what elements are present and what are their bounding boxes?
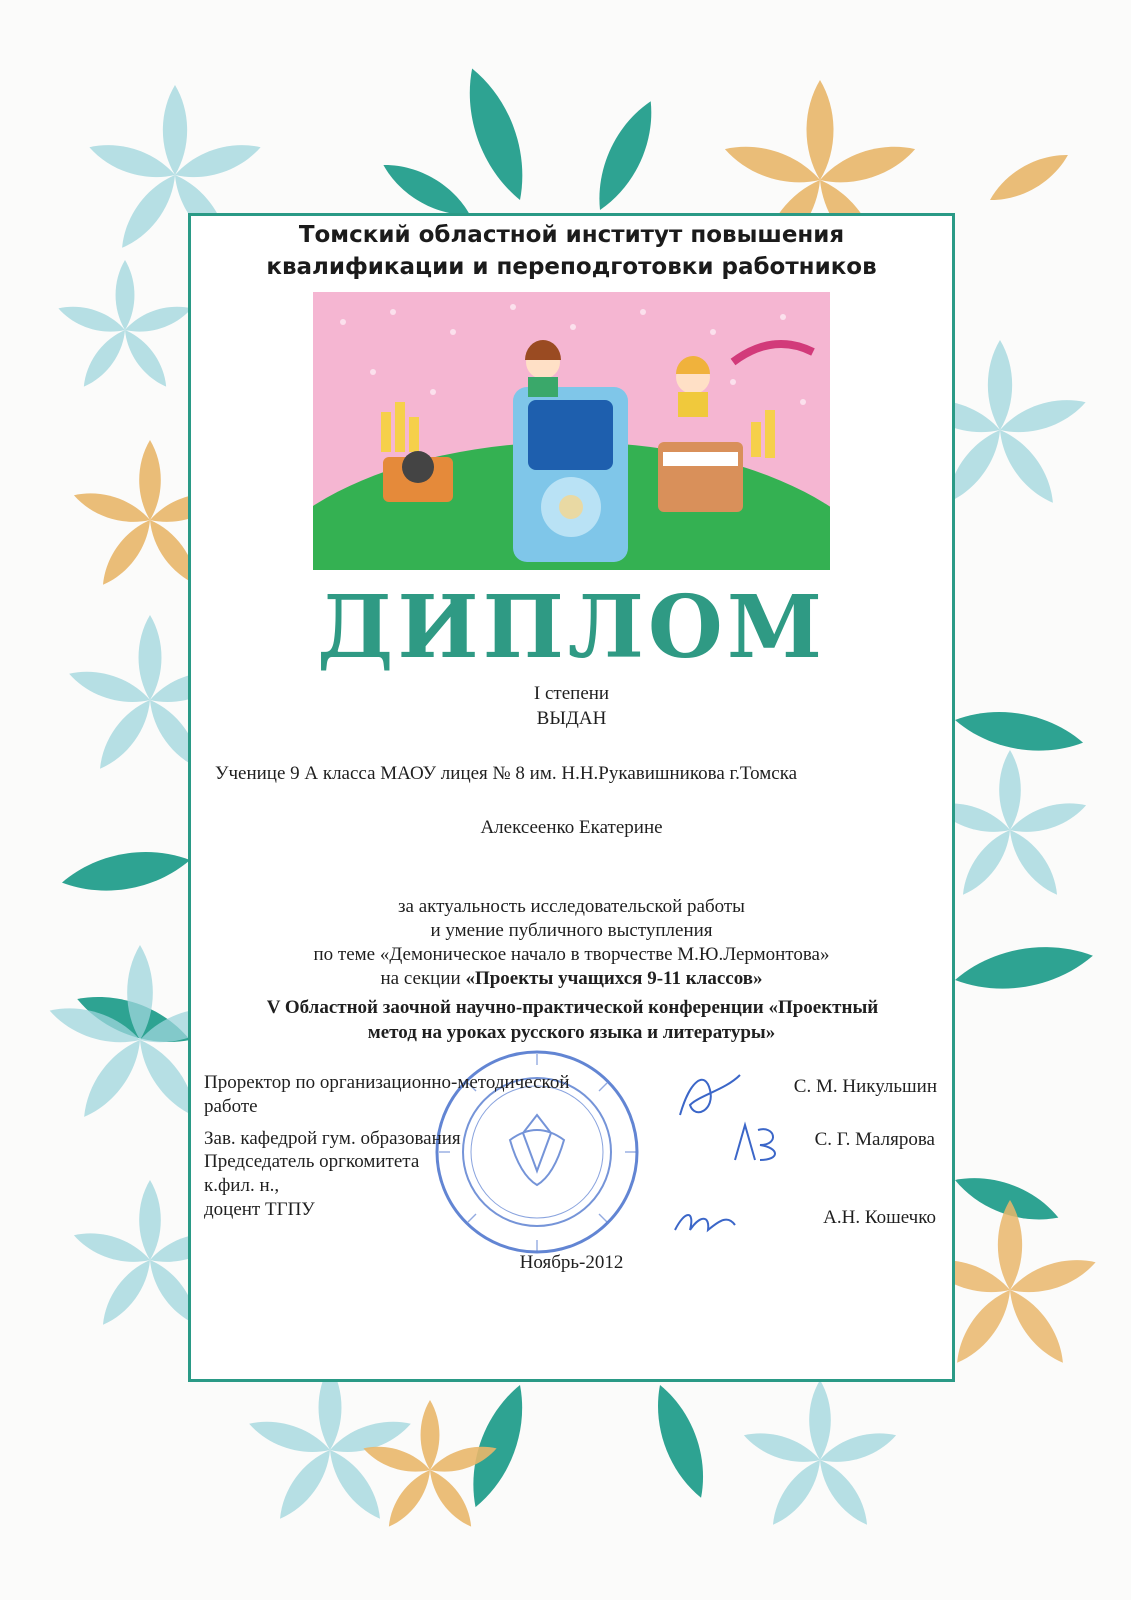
head-title: Зав. кафедрой гум. образования bbox=[204, 1128, 461, 1149]
degree-text: I степени bbox=[533, 683, 610, 704]
prorector-title-1: Проректор по организационно-методической bbox=[204, 1072, 570, 1093]
reason-line-3: по теме «Демоническое начало в творчестве М.Ю.Лермонтова» bbox=[313, 944, 830, 965]
section-name: «Проекты учащихся 9-11 классов» bbox=[465, 968, 763, 989]
children-music-illustration bbox=[313, 292, 830, 570]
section-prefix: на секции bbox=[380, 968, 466, 989]
prorector-title-2: работе bbox=[204, 1096, 258, 1117]
chair-title-2: к.фил. н., bbox=[204, 1175, 280, 1196]
student-line: Ученице 9 А класса МАОУ лицея № 8 им. Н.Н.Рукавишникова г.Томска bbox=[215, 763, 798, 784]
institution-line-2: квалификации и переподготовки работников bbox=[266, 254, 877, 280]
prorector-name: С. М. Никульшин bbox=[793, 1076, 937, 1097]
diploma-title: ДИПЛОМ bbox=[316, 577, 827, 678]
head-name: С. Г. Малярова bbox=[814, 1129, 935, 1150]
reason-line-2: и умение публичного выступления bbox=[430, 920, 713, 941]
reason-line-1: за актуальность исследовательской работы bbox=[398, 896, 745, 917]
chair-name: А.Н. Кошечко bbox=[823, 1207, 936, 1228]
issued-text: ВЫДАН bbox=[536, 708, 607, 729]
recipient-name: Алексеенко Екатерине bbox=[480, 817, 663, 838]
chair-title-3: доцент ТГПУ bbox=[204, 1199, 315, 1220]
reason-line-6: метод на уроках русского языка и литературы» bbox=[367, 1022, 776, 1043]
chair-title-1: Председатель оргкомитета bbox=[204, 1151, 420, 1172]
issue-date: Ноябрь-2012 bbox=[519, 1252, 624, 1273]
reason-line-4 bbox=[188, 968, 955, 990]
reason-line-5: V Областной заочной научно-практической конференции «Проектный bbox=[266, 997, 879, 1018]
institution-line-1: Томский областной институт повышения bbox=[298, 222, 845, 248]
